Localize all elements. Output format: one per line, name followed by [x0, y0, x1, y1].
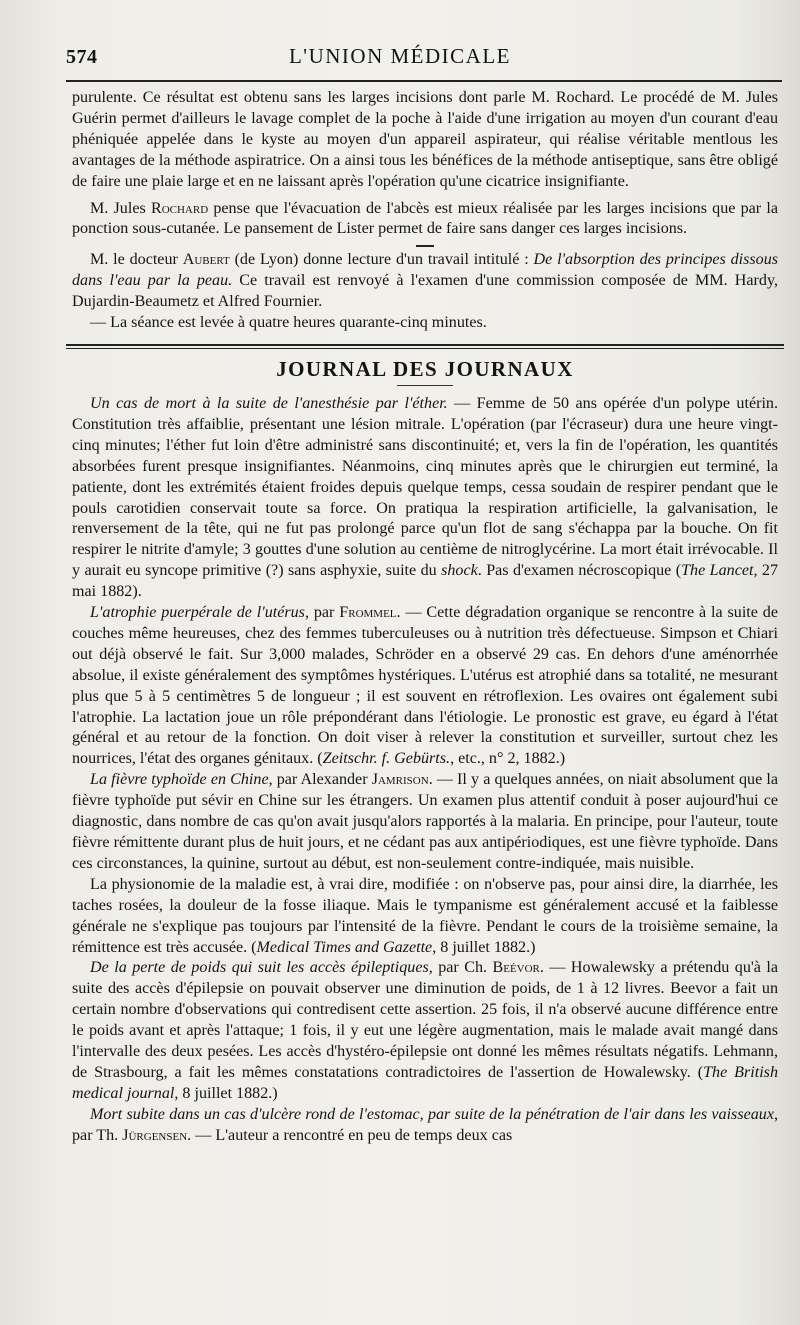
- article-fievre-typhoide-cont: La physionomie de la maladie est, à vrai dire, modifiée : on n'observe pas, pour ainsi dire, la diarrhée, les taches rosées, la douleur de la fosse iliaque. Mais le tympanisme est généralement accusé et la faiblesse générale ne s'explique pas toujours par l'intensité de la fièvre. Pendant le cours de la troisième semaine, la rémittence est très accusée. (Medical Times and Gazette, 8 juillet 1882.): [72, 875, 778, 956]
- paragraph-aubert: M. le docteur Aubert (de Lyon) donne lecture d'un travail intitulé : De l'absorption des principes dissous dans l'eau par la peau. Ce travail est renvoyé à l'examen d'une commission composée de MM. Hardy, Dujardin-Beaumetz et Alfred Fournier.: [72, 251, 779, 311]
- author-name: Jamrison: [371, 771, 429, 789]
- separator-rule: [416, 245, 434, 247]
- page-number: 574: [66, 46, 98, 68]
- page-header: [0, 34, 800, 74]
- source-title: The British medical journal: [72, 1063, 778, 1102]
- title-underline: [397, 385, 453, 386]
- work-title: De l'absorption des principes dissous dans l'eau par la peau.: [72, 251, 779, 290]
- article-title: La fièvre typhoïde en Chine: [90, 771, 269, 789]
- article-title: Un cas de mort à la suite de l'anesthésie par l'éther.: [90, 394, 448, 412]
- article-anesthesie: Un cas de mort à la suite de l'anesthésie par l'éther. — Femme de 50 ans opérée d'un polype utérin. Constitution très affaiblie, présentant une lésion mitrale. L'opération (par l'écraseur) dura une heure vingt-cinq minutes; l'éther fut loin d'être administré sans discontinuité; et, vers la fin de l'opération, les quantités absorbées furent presque insignifiantes. Néanmoins, cinq minutes après que le chirurgien eut terminé, la patiente, dont les extrémités étaient froides depuis quelque temps, cessa soudain de respirer pendant que le pouls carotidien conservait toute sa force. On pratiqua la respiration artificielle, la galvanisation, le renversement de la tête, qui ne fut pas prolongé parce qu'un flot de sang s'échappa par la bouche. On fit respirer le nitrite d'amyle; 3 gouttes d'une solution au centième de nitroglycérine. La mort était irrévocable. Il y aurait eu syncope primitive (?) sans asphyxie, suite du shock. Pas d'examen nécroscopique (The Lancet, 27 mai 1882).: [72, 394, 779, 601]
- paragraph-continuation: purulente. Ce résultat est obtenu sans les larges incisions dont parle M. Rochard. Le procédé de M. Jules Guérin permet d'ailleurs le lavage complet de la poche à l'aide d'une irrigation au moyen d'un courant d'eau phéniquée appelée dans le kyste au moyen d'un appareil aspirateur, qui réalise véritable mentlous les avantages de la méthode aspiratrice. On a ainsi tous les bénéfices de la méthode antiseptique, sans être obligé de faire une plaie large et en ne laissant après l'opération qu'une cicatrice insignifiante.: [72, 89, 778, 190]
- running-title: L'UNION MÉDICALE: [288, 44, 511, 68]
- author-name: Beévor: [492, 959, 540, 977]
- article-mort-subite: Mort subite dans un cas d'ulcère rond de l'estomac, par suite de la pénétration de l'air dans les vaisseaux, par Th. Jürgensen. — L'auteur a rencontré en peu de temps deux cas: [72, 1105, 778, 1144]
- section-title: JOURNAL DES JOURNAUX: [276, 356, 574, 381]
- article-atrophie: L'atrophie puerpérale de l'utérus, par Frommel. — Cette dégradation organique se rencontre à la suite de couches même heureuses, chez des femmes tuberculeuses ou à nutrition très défectueuse. Simpson et Chiari out déjà observé le fait. Sur 3,000 malades, Schröder en a observé 29 cas. En dehors d'une aménorrhée absolue, il existe généralement des symptômes hystériques. L'utérus est atrophié dans sa totalité, ne mesurant plus que 5 à 5 centimètres 5 de longueur ; il est souvent en rétroflexion. Les ovaires ont également subi l'atrophie. La lactation joue un rôle prépondérant dans l'étiologie. Le pronostic est grave, eu égard à l'état général et au retour de la fonction. On doit viser à relever la constitution et surveiller, surtout chez les nourrices, l'état des organes génitaux. (Zeitschr. f. Gebürts., etc., n° 2, 1882.): [72, 604, 778, 768]
- paragraph-rochard: M. Jules Rochard pense que l'évacuation de l'abcès est mieux réalisée par les larges incisions que par la ponction sous-cutanée. Le pansement de Lister permet de faire sans danger ces larges incisions.: [72, 199, 778, 238]
- paragraph-closing: — La séance est levée à quatre heures quarante-cinq minutes.: [90, 314, 487, 332]
- article-title: De la perte de poids qui suit les accès épileptiques: [90, 959, 429, 977]
- source-title: Zeitschr. f. Gebürts.: [322, 750, 451, 768]
- article-fievre-typhoide: La fièvre typhoïde en Chine, par Alexander Jamrison. — Il y a quelques années, on niait absolument que la fièvre typhoïde put sévir en Chine sur les étrangers. Un examen plus attentif conduit à poser aujourd'hui ce diagnostic, dans nombre de cas qu'on avait jusqu'alors rapportés à la malaria. En principe, pour l'auteur, toute fièvre rémittente durant plus de huit jours, et ne cédant pas aux antipériodiques, est une fièvre typhoïde. Dans ces circonstances, la quinine, surtout au début, est non-seulement contre-indiquée, mais nuisible.: [72, 771, 778, 872]
- source-title: Medical Times and Gazette: [256, 938, 433, 956]
- source-title: The Lancet: [681, 562, 754, 580]
- article-title: Mort subite dans un cas d'ulcère rond de l'estomac, par suite de la pénétration de l'air dans les vaisseaux: [90, 1105, 774, 1123]
- page-content: [72, 88, 778, 1147]
- author-name: Rochard: [150, 199, 209, 217]
- article-perte-de-poids: De la perte de poids qui suit les accès épileptiques, par Ch. Beévor. — Howalewsky a prétendu qu'à la suite des accès d'épilepsie on pouvait observer une diminution de poids, de 1 à 12 livres. Beevor a fait un certain nombre d'observations qui contredisent cette assertion. 25 fois, il n'a observé aucune différence entre le poids avant et après l'attaque; 1 fois, il y eut une légère augmentation, mais le malade avait mangé dans l'intervalle des deux pesées. Les accès d'hystéro-épilepsie ont donné les mêmes résultats négatifs. Lehmann, de Strasbourg, a fait les mêmes constatations contradictoires de l'assertion de Howalewsky. (The British medical journal, 8 juillet 1882.): [72, 959, 778, 1102]
- header-rule: [66, 80, 782, 82]
- article-title: L'atrophie puerpérale de l'utérus: [90, 604, 305, 622]
- section-double-rule: [66, 344, 784, 349]
- author-name: Jürgensen: [122, 1126, 188, 1144]
- author-name: Frommel: [339, 604, 397, 622]
- author-name: Aubert: [182, 251, 230, 269]
